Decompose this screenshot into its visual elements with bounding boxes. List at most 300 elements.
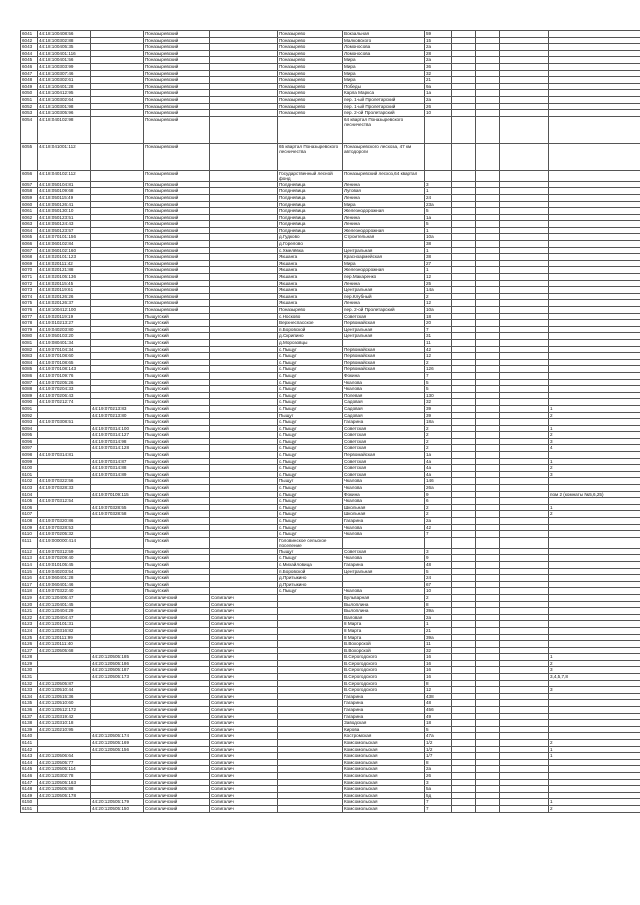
apartment-cell (549, 274, 640, 281)
street-cell: 8 Марта (343, 621, 425, 628)
apartment-cell (549, 181, 640, 188)
town-cell (210, 326, 278, 333)
cadastral-number-unit-cell (91, 608, 144, 615)
town-cell (210, 386, 278, 393)
house-number-cell: 1/2 (425, 740, 452, 747)
extra-cell (500, 194, 549, 201)
cadastral-number-cell: 44:19:070328:53 (38, 524, 91, 531)
apartment-cell (549, 614, 640, 621)
town-cell: Солигалич (210, 792, 278, 799)
settlement-cell (278, 594, 343, 601)
street-cell: В.Серогодского (343, 667, 425, 674)
settlement-cell: с.Пыщуг (278, 372, 343, 379)
cadastral-number-cell: 44:19:070314:81 (38, 452, 91, 459)
settlement-cell (278, 674, 343, 681)
building-cell (452, 339, 476, 346)
apartment-cell (549, 634, 640, 641)
street-cell: Гагарина (343, 707, 425, 714)
street-cell: В.Вохорской (343, 647, 425, 654)
extra-cell (500, 241, 549, 248)
extra-cell (500, 77, 549, 84)
extra-cell (500, 548, 549, 555)
row-number-cell: 6091 (21, 405, 38, 412)
cadastral-number-cell (38, 660, 91, 667)
cadastral-number-unit-cell (91, 568, 144, 575)
building-cell (452, 465, 476, 472)
house-number-cell: 18 (425, 720, 452, 727)
settlement-cell: Полдневица (278, 194, 343, 201)
cadastral-number-unit-cell: 44:19:070314:128 (91, 445, 144, 452)
building-2-cell (476, 733, 500, 740)
house-number-cell: 2 (425, 432, 452, 439)
table-row (21, 353, 640, 360)
cadastral-number-cell: 44:18:020105:136 (38, 274, 91, 281)
row-number-cell: 6124 (21, 627, 38, 634)
street-cell: Советская (343, 313, 425, 320)
settlement-cell: Якшанга (278, 274, 343, 281)
cadastral-number-unit-cell (91, 320, 144, 327)
extra-cell (500, 555, 549, 562)
house-number-cell: 16 (425, 660, 452, 667)
apartment-cell (549, 786, 640, 793)
row-number-cell: 6119 (21, 594, 38, 601)
street-cell: Мира (343, 57, 425, 64)
extra-cell (500, 680, 549, 687)
row-number-cell: 6142 (21, 746, 38, 753)
house-number-cell: 5 (425, 386, 452, 393)
cadastral-number-unit-cell: 44:19:070314:100 (91, 425, 144, 432)
street-cell: Садовая (343, 412, 425, 419)
table-row (21, 50, 640, 57)
settlement-cell: с.Пыщуг (278, 405, 343, 412)
house-number-cell: 9 (425, 491, 452, 498)
extra-cell (500, 70, 549, 77)
cadastral-number-cell: 44:20:120302:78 (38, 772, 91, 779)
row-number-cell: 6136 (21, 707, 38, 714)
building-cell (452, 548, 476, 555)
house-number-cell: 31 (425, 333, 452, 340)
building-cell (452, 83, 476, 90)
table-row (21, 581, 640, 588)
building-cell (452, 621, 476, 628)
settlement-cell: с.Пыщуг (278, 392, 343, 399)
building-cell (452, 561, 476, 568)
building-cell (452, 386, 476, 393)
settlement-cell (278, 772, 343, 779)
building-cell (452, 188, 476, 195)
building-cell (452, 511, 476, 518)
building-2-cell (476, 759, 500, 766)
building-2-cell (476, 680, 500, 687)
street-cell: Школьная (343, 504, 425, 511)
building-cell (452, 274, 476, 281)
table-row (21, 208, 640, 215)
building-2-cell (476, 326, 500, 333)
apartment-cell (549, 57, 640, 64)
building-2-cell (476, 307, 500, 314)
building-cell (452, 300, 476, 307)
building-cell (452, 581, 476, 588)
settlement-cell: Головинское сельское поселение (278, 537, 343, 548)
building-2-cell (476, 614, 500, 621)
building-2-cell (476, 300, 500, 307)
apartment-cell (549, 759, 640, 766)
building-cell (452, 654, 476, 661)
building-2-cell (476, 687, 500, 694)
apartment-cell (549, 326, 640, 333)
building-2-cell (476, 700, 500, 707)
cadastral-number-unit-cell (91, 555, 144, 562)
extra-cell (500, 594, 549, 601)
cadastral-number-unit-cell (91, 581, 144, 588)
district-cell: Пыщугский (144, 485, 210, 492)
cadastral-number-cell: 44:19:070206:43 (38, 392, 91, 399)
settlement-cell (278, 786, 343, 793)
table-row (21, 241, 640, 248)
apartment-cell (549, 588, 640, 595)
district-cell: Солигаличский (144, 680, 210, 687)
building-2-cell (476, 293, 500, 300)
building-2-cell (476, 588, 500, 595)
row-number-cell: 6058 (21, 188, 38, 195)
apartment-cell (549, 170, 640, 181)
street-cell: Советская (343, 458, 425, 465)
settlement-cell (278, 759, 343, 766)
building-2-cell (476, 524, 500, 531)
settlement-cell: п.Боровской (278, 326, 343, 333)
district-cell: Пыщугский (144, 588, 210, 595)
cadastral-number-unit-cell (91, 77, 144, 84)
cadastral-number-unit-cell (91, 247, 144, 254)
apartment-cell (549, 478, 640, 485)
building-cell (452, 537, 476, 548)
house-number-cell: 2 (425, 359, 452, 366)
cadastral-number-cell: 44:18:100303:99 (38, 63, 91, 70)
table-row (21, 680, 640, 687)
street-cell: Советская (343, 445, 425, 452)
building-2-cell (476, 77, 500, 84)
apartment-cell (549, 498, 640, 505)
building-cell (452, 458, 476, 465)
district-cell: Поназыревский (144, 293, 210, 300)
town-cell: Солигалич (210, 786, 278, 793)
town-cell (210, 254, 278, 261)
district-cell: Солигаличский (144, 759, 210, 766)
apartment-cell (549, 63, 640, 70)
town-cell (210, 260, 278, 267)
house-number-cell: 11 (425, 339, 452, 346)
cadastral-number-unit-cell (91, 537, 144, 548)
apartment-cell: 2 (549, 660, 640, 667)
house-number-cell: 1 (425, 621, 452, 628)
table-row (21, 601, 640, 608)
cadastral-number-unit-cell (91, 594, 144, 601)
extra-cell (500, 274, 549, 281)
building-cell (452, 267, 476, 274)
town-cell (210, 537, 278, 548)
row-number-cell: 6105 (21, 498, 38, 505)
extra-cell (500, 37, 549, 44)
apartment-cell (549, 208, 640, 215)
street-cell: Советская (343, 438, 425, 445)
district-cell: Пыщугский (144, 511, 210, 518)
street-cell: Заводская (343, 720, 425, 727)
building-cell (452, 90, 476, 97)
settlement-cell (278, 601, 343, 608)
street-cell: Советская (343, 471, 425, 478)
building-cell (452, 498, 476, 505)
settlement-cell: Якшанга (278, 260, 343, 267)
table-row (21, 57, 640, 64)
building-cell (452, 419, 476, 426)
district-cell: Солигаличский (144, 693, 210, 700)
cadastral-number-unit-cell (91, 372, 144, 379)
cadastral-number-cell: 44:18:060102:160 (38, 247, 91, 254)
cadastral-number-unit-cell (91, 83, 144, 90)
street-cell: Мира (343, 70, 425, 77)
cadastral-number-unit-cell (91, 419, 144, 426)
cadastral-number-unit-cell: 44:19:070314:127 (91, 432, 144, 439)
apartment-cell (549, 339, 640, 346)
extra-cell (500, 575, 549, 582)
district-cell: Поназыревский (144, 214, 210, 221)
extra-cell (500, 419, 549, 426)
building-2-cell (476, 31, 500, 38)
cadastral-number-unit-cell (91, 766, 144, 773)
district-cell: Пыщугский (144, 575, 210, 582)
street-cell: пер.Клубный (343, 293, 425, 300)
street-cell: Школьная (343, 511, 425, 518)
street-cell: Комсомольская (343, 799, 425, 806)
house-number-cell: 10 (425, 588, 452, 595)
district-cell: Пыщугский (144, 412, 210, 419)
cadastral-number-unit-cell: 44:19:070213:80 (91, 412, 144, 419)
district-cell: Поназыревский (144, 274, 210, 281)
building-cell (452, 726, 476, 733)
building-cell (452, 201, 476, 208)
settlement-cell: Якшанга (278, 267, 343, 274)
extra-cell (500, 254, 549, 261)
street-cell: Чкалова (343, 588, 425, 595)
street-cell: Гагарина (343, 419, 425, 426)
settlement-cell: Якшанга (278, 300, 343, 307)
building-2-cell (476, 438, 500, 445)
extra-cell (500, 103, 549, 110)
cadastral-number-cell: 44:19:060401:46 (38, 581, 91, 588)
cadastral-number-unit-cell (91, 44, 144, 51)
town-cell (210, 445, 278, 452)
building-2-cell (476, 372, 500, 379)
building-cell (452, 746, 476, 753)
extra-cell (500, 588, 549, 595)
house-number-cell: 24 (425, 575, 452, 582)
building-cell (452, 170, 476, 181)
extra-cell (500, 504, 549, 511)
apartment-cell: 1 (549, 425, 640, 432)
extra-cell (500, 792, 549, 799)
cadastral-number-cell: 44:20:120316:82 (38, 627, 91, 634)
extra-cell (500, 307, 549, 314)
building-cell (452, 44, 476, 51)
settlement-cell: с.Пыщуг (278, 359, 343, 366)
settlement-cell (278, 733, 343, 740)
settlement-cell: Поназырево (278, 307, 343, 314)
building-cell (452, 116, 476, 143)
building-2-cell (476, 779, 500, 786)
building-cell (452, 293, 476, 300)
town-cell (210, 170, 278, 181)
row-number-cell: 6109 (21, 524, 38, 531)
street-cell: 8 Марта (343, 627, 425, 634)
house-number-cell: 16 (425, 654, 452, 661)
table-row (21, 63, 640, 70)
extra-cell (500, 667, 549, 674)
street-cell: пер. 2-ой Пролетарский (343, 307, 425, 314)
district-cell: Поназыревский (144, 234, 210, 241)
building-cell (452, 320, 476, 327)
cadastral-number-unit-cell (91, 485, 144, 492)
house-number-cell: 26а (425, 485, 452, 492)
row-number-cell: 6065 (21, 234, 38, 241)
table-row (21, 221, 640, 228)
row-number-cell: 6059 (21, 194, 38, 201)
table-row (21, 548, 640, 555)
building-cell (452, 63, 476, 70)
cadastral-number-unit-cell (91, 103, 144, 110)
table-row (21, 247, 640, 254)
house-number-cell: 14а (425, 287, 452, 294)
apartment-cell (549, 143, 640, 170)
row-number-cell: 6116 (21, 575, 38, 582)
town-cell (210, 575, 278, 582)
cadastral-number-cell: 44:20:120210:95 (38, 726, 91, 733)
street-cell: Ленина (343, 300, 425, 307)
district-cell: Поназыревский (144, 44, 210, 51)
building-cell (452, 491, 476, 498)
town-cell (210, 227, 278, 234)
table-row (21, 313, 640, 320)
settlement-cell: Пыщуг (278, 412, 343, 419)
cadastral-number-unit-cell: 44:19:070314:87 (91, 458, 144, 465)
street-cell: Центральная (343, 333, 425, 340)
apartment-cell (549, 353, 640, 360)
apartment-cell (549, 346, 640, 353)
settlement-cell: с.Михайловица (278, 561, 343, 568)
table-row (21, 799, 640, 806)
street-cell: Чкалова (343, 379, 425, 386)
district-cell: Поназыревский (144, 50, 210, 57)
building-cell (452, 518, 476, 525)
cadastral-number-cell: 44:19:000000:414 (38, 537, 91, 548)
settlement-cell: Поназырево (278, 110, 343, 117)
table-row (21, 445, 640, 452)
cadastral-number-cell (38, 799, 91, 806)
settlement-cell: с.Пыщуг (278, 518, 343, 525)
house-number-cell: 5 (425, 221, 452, 228)
settlement-cell (278, 641, 343, 648)
table-row (21, 452, 640, 459)
settlement-cell: с.Пыщуг (278, 399, 343, 406)
extra-cell (500, 511, 549, 518)
row-number-cell: 6138 (21, 720, 38, 727)
building-cell (452, 524, 476, 531)
table-row (21, 320, 640, 327)
street-cell: Фокина (343, 491, 425, 498)
cadastral-number-unit-cell (91, 720, 144, 727)
settlement-cell (278, 805, 343, 812)
cadastral-number-cell: 44:18:100307:46 (38, 70, 91, 77)
extra-cell (500, 601, 549, 608)
settlement-cell (278, 766, 343, 773)
house-number-cell: 39 (425, 405, 452, 412)
cadastral-number-unit-cell (91, 524, 144, 531)
row-number-cell: 6056 (21, 170, 38, 181)
house-number-cell: 16 (425, 674, 452, 681)
extra-cell (500, 674, 549, 681)
district-cell: Солигаличский (144, 772, 210, 779)
settlement-cell: с.Пыщуг (278, 485, 343, 492)
building-2-cell (476, 660, 500, 667)
street-cell: Ленина (343, 181, 425, 188)
extra-cell (500, 707, 549, 714)
street-cell: Бульварная (343, 594, 425, 601)
settlement-cell (278, 608, 343, 615)
building-2-cell (476, 531, 500, 538)
building-cell (452, 608, 476, 615)
table-row (21, 254, 640, 261)
town-cell: Солигалич (210, 772, 278, 779)
district-cell: Поназыревский (144, 31, 210, 38)
town-cell: Солигалич (210, 707, 278, 714)
table-row (21, 438, 640, 445)
cadastral-number-unit-cell (91, 260, 144, 267)
cadastral-number-cell: 44:20:120310:18 (38, 720, 91, 727)
building-cell (452, 693, 476, 700)
cadastral-number-unit-cell (91, 700, 144, 707)
town-cell: Солигалич (210, 726, 278, 733)
table-row (21, 647, 640, 654)
town-cell (210, 458, 278, 465)
cadastral-number-cell: 44:20:120512:172 (38, 707, 91, 714)
cadastral-number-unit-cell: 44:20:120505:150 (91, 805, 144, 812)
cadastral-number-unit-cell (91, 181, 144, 188)
cadastral-number-cell (38, 511, 91, 518)
town-cell (210, 504, 278, 511)
cadastral-number-unit-cell (91, 753, 144, 760)
row-number-cell: 6083 (21, 353, 38, 360)
cadastral-number-unit-cell (91, 274, 144, 281)
table-row (21, 674, 640, 681)
table-row (21, 77, 640, 84)
building-2-cell (476, 254, 500, 261)
row-number-cell: 6047 (21, 70, 38, 77)
district-cell: Пыщугский (144, 504, 210, 511)
building-cell (452, 759, 476, 766)
district-cell: Поназыревский (144, 247, 210, 254)
extra-cell (500, 531, 549, 538)
cadastral-number-unit-cell: 44:20:120505:174 (91, 733, 144, 740)
apartment-cell (549, 188, 640, 195)
town-cell: Солигалич (210, 601, 278, 608)
table-row (21, 485, 640, 492)
table-row (21, 432, 640, 439)
cadastral-number-cell (38, 733, 91, 740)
row-number-cell: 6104 (21, 491, 38, 498)
street-cell: Чкалова (343, 386, 425, 393)
extra-cell (500, 405, 549, 412)
apartment-cell (549, 621, 640, 628)
apartment-cell (549, 779, 640, 786)
